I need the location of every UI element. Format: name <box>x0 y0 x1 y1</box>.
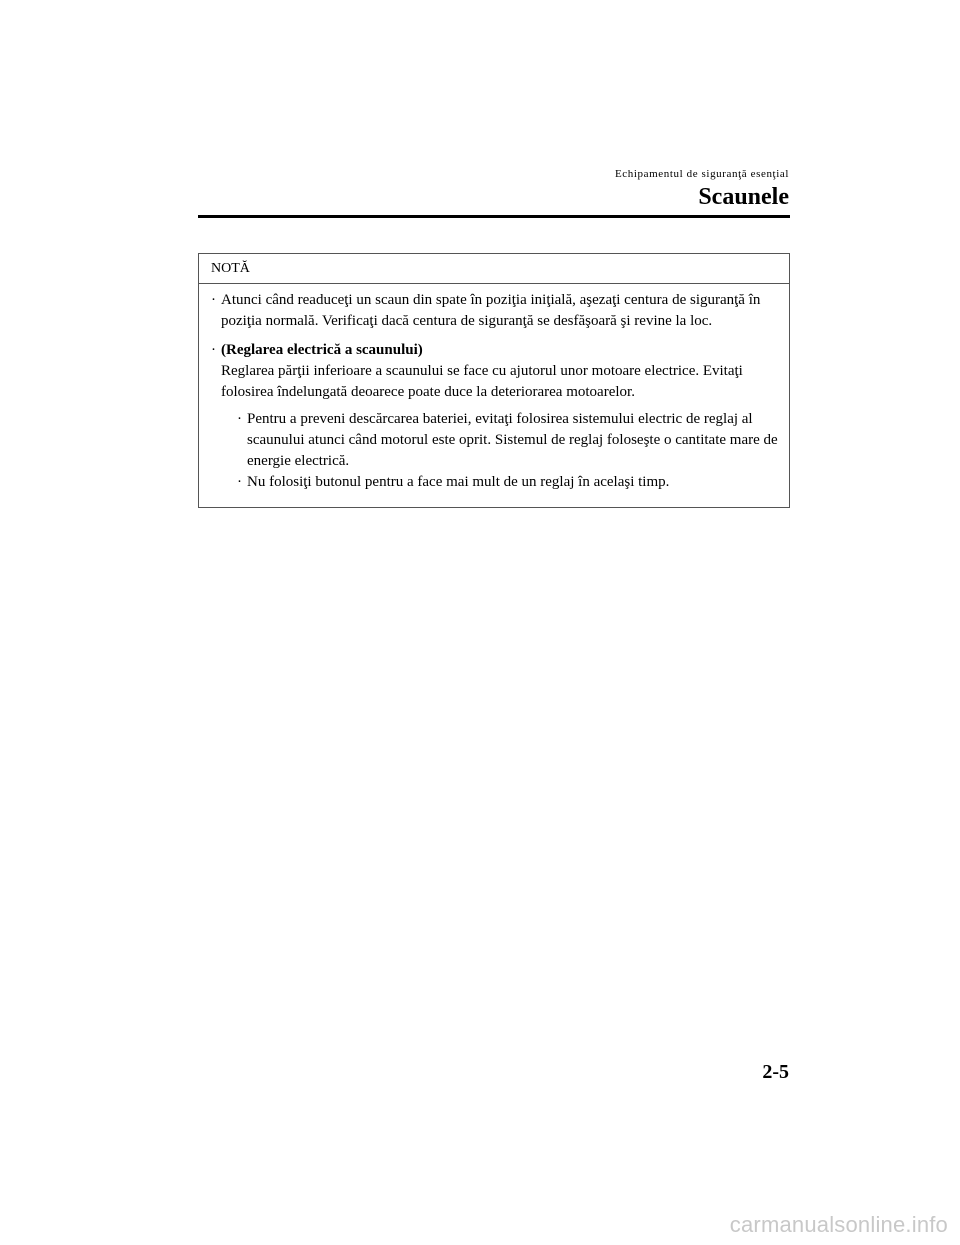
note-item <box>211 290 779 332</box>
page-number: 2-5 <box>762 1061 789 1083</box>
note-item-text: Reglarea părţii inferioare a scaunului se face cu ajutorul unor motoare electrice. Evitaţi folosirea îndelungată deoarece poate duce la deteriorarea motoarelor. <box>221 363 743 400</box>
sub-item <box>237 472 779 493</box>
bullet-icon: · <box>237 411 242 427</box>
bullet-icon: · <box>237 474 242 490</box>
header-divider <box>198 215 790 218</box>
note-item <box>211 340 779 493</box>
note-item-text: Atunci când readuceţi un scaun din spate în poziţia iniţială, aşezaţi centura de siguranţă în poziţia normală. Verificaţi dacă centura de siguranţă se desfăşoară şi revine la loc. <box>221 292 761 329</box>
sub-list <box>221 409 779 493</box>
sub-item-text: Nu folosiţi butonul pentru a face mai mult de un reglaj în acelaşi timp. <box>247 474 670 490</box>
section-heading: Echipamentul de siguranţă esenţial <box>614 168 789 180</box>
note-item-title: (Reglarea electrică a scaunului) <box>221 342 423 358</box>
sub-item-text: Pentru a preveni descărcarea bateriei, evitaţi folosirea sistemului electric de reglaj al scaunului atunci când motorul este oprit. Sistemul de reglaj foloseşte o cantitate mare de energie electrică. <box>247 411 778 469</box>
bullet-icon: · <box>211 342 216 358</box>
watermark: carmanualsonline.info <box>729 1212 948 1237</box>
bullet-icon: · <box>211 292 216 308</box>
note-body <box>199 284 789 493</box>
page-title: Scaunele <box>698 184 789 210</box>
sub-item <box>237 409 779 472</box>
note-box <box>198 253 790 508</box>
note-label: NOTĂ <box>199 254 789 284</box>
